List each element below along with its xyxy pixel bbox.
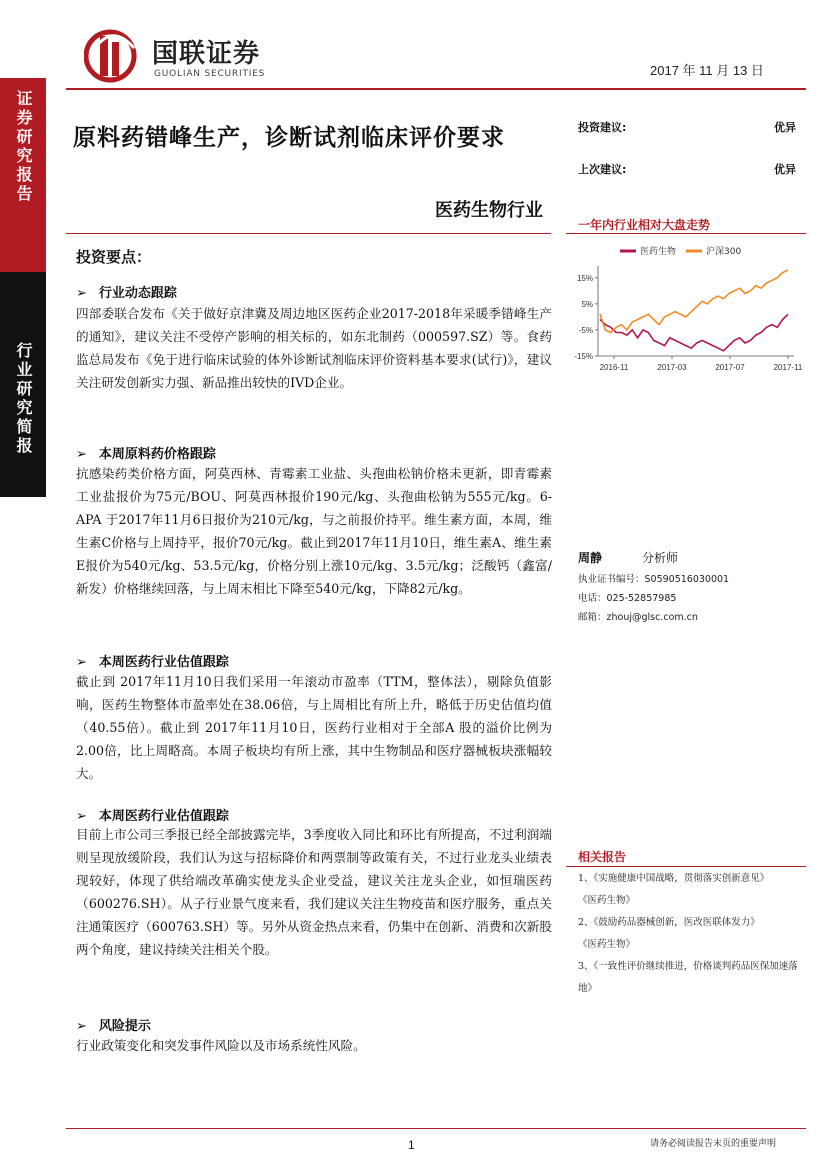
page-number: 1 xyxy=(408,1138,415,1152)
section-heading: ➢ 本周医药行业估值跟踪 xyxy=(76,655,229,670)
current-rating-label: 投资建议: xyxy=(578,121,627,134)
relative-performance-chart xyxy=(566,238,806,378)
arrow-bullet-icon: ➢ xyxy=(76,809,87,824)
y-tick-label: -15% xyxy=(574,352,593,361)
x-tick-label: 2017-11 xyxy=(773,363,803,372)
analyst-cert: 执业证书编号：S0590516030001 xyxy=(578,574,730,585)
analyst-name: 周静 xyxy=(578,551,603,565)
arrow-bullet-icon: ➢ xyxy=(76,655,87,670)
x-tick-label: 2017-07 xyxy=(715,363,745,372)
chart-title: 一年内行业相对大盘走势 xyxy=(578,218,711,232)
section-heading: ➢ 行业动态跟踪 xyxy=(76,286,177,301)
analyst-role: 分析师 xyxy=(642,551,679,565)
y-tick-label: 5% xyxy=(581,299,593,309)
series-line-pharma xyxy=(600,314,788,351)
page-title: 原料药错峰生产，诊断试剂临床评价要求 xyxy=(73,124,505,151)
previous-rating-value: 优异 xyxy=(774,163,796,176)
footer-divider xyxy=(66,1128,806,1129)
section-heading: ➢ 风险提示 xyxy=(76,1019,151,1034)
y-tick-label: 15% xyxy=(576,273,593,283)
section-paragraph: 行业政策变化和突发事件风险以及市场系统性风险。 xyxy=(76,1038,366,1053)
related-report-item: 《医药生物》 xyxy=(578,939,636,950)
section-heading: ➢ 本周原料药价格跟踪 xyxy=(76,447,216,462)
sidebar-top-label: 证券研究报告 xyxy=(14,90,33,204)
arrow-bullet-icon: ➢ xyxy=(76,1019,87,1034)
header-divider xyxy=(66,88,806,90)
related-report-item[interactable]: 3、《一致性评价继续推进，价格谈判药品医保加速落地》 xyxy=(578,961,798,994)
arrow-bullet-icon: ➢ xyxy=(76,286,87,301)
section-paragraph: 目前上市公司三季报已经全部披露完毕，3季度收入同比和环比有所提高，不过利润端则呈现放缓阶段，我们认为这与招标降价和两票制等政策有关，不过行业龙头业绩表现较好，体现了供给端改革确实使龙头企业受益，建议关注龙头企业，如恒瑞医药（600276.SH）。从子行业景气度来看，我们建议关注生物疫苗和医疗服务，重点关注通策医疗（600763.SH）等。另外从资金热点来看，仍集中在创新、消费和次新股两个角度，建议持续关注相关个股。 xyxy=(76,827,552,957)
sidebar-report-type xyxy=(0,78,46,272)
section-heading: ➢ 本周医药行业估值跟踪 xyxy=(76,809,229,824)
related-report-item[interactable]: 1、《实施健康中国战略，贯彻落实创新意见》 xyxy=(578,873,770,884)
related-report-item: 《医药生物》 xyxy=(578,895,636,906)
section-paragraph: 四部委联合发布《关于做好京津冀及周边地区医药企业2017-2018年采暖季错峰生产的通知》，建议关注不受停产影响的相关标的，如东北制药（000597.SZ）等。食药监总局发布《免于进行临床试验的体外诊断试剂临床评价资料基本要求(试行)》，建议关注研发创新实力强、新品推出较快的IVD企业。 xyxy=(76,306,552,390)
section-paragraph: 截止到 2017年11月10日我们采用一年滚动市盈率（TTM，整体法），剔除负值影响，医药生物整体市盈率处在38.06倍，与上周相比有所上升，略低于历史估值均值（40.55倍）。截止到 2017年11月10日，医药行业相对于全部A 股的溢价比例为2.00倍，比上周略高。本周子板块均有所上涨，其中生物制品和医疗器械板块涨幅较大。 xyxy=(76,674,552,781)
analyst-email[interactable]: 邮箱：zhouj@glsc.com.cn xyxy=(578,612,698,623)
arrow-bullet-icon: ➢ xyxy=(76,447,87,462)
current-rating-value: 优异 xyxy=(774,121,796,134)
report-date: 2017 年 11 月 13 日 xyxy=(650,63,764,78)
legend-label: 医药生物 xyxy=(640,247,677,257)
series-line-csi300 xyxy=(600,270,788,333)
sidebar-report-category xyxy=(0,272,46,497)
investment-highlights-title: 投资要点： xyxy=(76,248,152,266)
related-report-item[interactable]: 2、《鼓励药品器械创新，医改医联体发力》 xyxy=(578,917,760,928)
x-tick-label: 2016-11 xyxy=(599,363,629,372)
x-tick-label: 2017-03 xyxy=(657,363,687,372)
y-tick-label: -5% xyxy=(578,325,593,335)
related-reports-title: 相关报告 xyxy=(578,850,627,864)
sidebar-bottom-label: 行业研究简报 xyxy=(14,342,33,456)
chart-divider xyxy=(566,233,806,234)
logo-text-cn: 国联证券 xyxy=(152,39,261,69)
industry-label: 医药生物行业 xyxy=(435,200,543,221)
section-paragraph: 抗感染药类价格方面，阿莫西林、青霉素工业盐、头孢曲松钠价格未更新，即青霉素工业盐报价为75元/BOU、阿莫西林报价190元/kg、头孢曲松钠为555元/kg。6-APA 于2017年11月6日报价为210元/kg，与之前报价持平。维生素方面，本周，维生素C价格与上周持平，报价70元/kg。截止到2017年11月10日，维生素A、维生素E报价为540元/kg、53.5元/kg，价格分别上涨10元/kg、3.5元/kg；泛酸钙（鑫富/新发）价格继续回落，与上周末相比下降至540元/kg，下降82元/kg。 xyxy=(76,466,552,596)
logo-text-en: GUOLIAN SECURITIES xyxy=(154,69,266,79)
previous-rating-label: 上次建议: xyxy=(578,163,627,176)
related-divider xyxy=(566,866,806,867)
analyst-phone: 电话：025-52857985 xyxy=(578,593,677,604)
analyst-name-role xyxy=(578,549,678,566)
disclaimer-note: 请务必阅读报告末页的重要声明 xyxy=(650,1139,777,1149)
legend-label: 沪深300 xyxy=(706,247,742,257)
title-divider xyxy=(66,233,551,234)
